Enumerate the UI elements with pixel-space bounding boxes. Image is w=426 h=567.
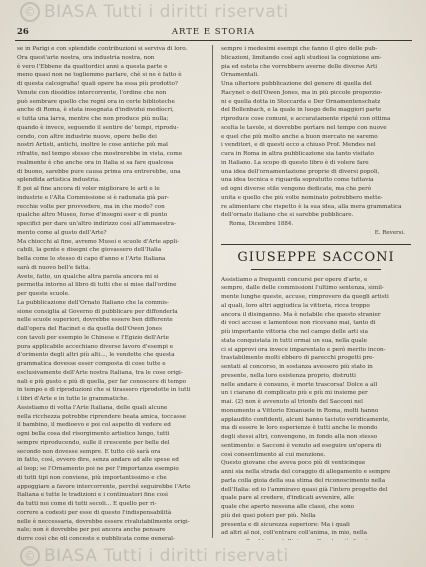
body-text-line: Ma chiocchi al fine, avremo Musei e scuole d'Arte appli- [17, 238, 180, 245]
body-text-line: La pubblicazione dell'Ornato Italiano che la commis- [17, 299, 169, 306]
body-text-line: riproduce cose comuni, e accuratamente ripeté con ottima [221, 116, 391, 122]
body-text-line: secondo non dovesse sempre. E tutto ciò sarà ora [17, 448, 161, 455]
watermark-bottom [20, 546, 289, 566]
body-text-line: meno quasi non ne togliemmo parlare, chè si ne è fatto è [17, 72, 182, 79]
running-title: ARTE E STORIA [171, 27, 256, 37]
body-text-line: anni sia nella strada del coraggio di allegamento e sempre [221, 469, 391, 475]
body-text-line: nelle andare è consuno, è morte trascorsa! Dolce a all [221, 381, 378, 388]
body-text-line: d'orimento degli altri più alti..., le vendette che questa [17, 352, 175, 359]
body-text-line: sentimento: e Sacconi è venuto ad eseguire un'opera di [221, 442, 382, 449]
body-text-line: qualche altro Museo, forse d'insegni eser e di punto [17, 212, 168, 219]
body-text-line: dell'Italia: ed io l'ammiravo quasi già l'intero progetto del [221, 486, 388, 493]
body-text-line: re alimentare che rispetto è la sua idea, alla mera grammatica [221, 203, 402, 210]
body-text-line: sempre riproducendo, sulle il crescente per belle del [17, 439, 170, 446]
body-text-line: specifici per dare un'altro indirizzo così all'ammaestra- [17, 221, 176, 227]
body-text-line: mai. (2) non è avvenuto al trionfo del Sacconi nel [221, 399, 363, 405]
body-text-line: realmente è che anche ora in Italia si sa fare qualcosa [17, 159, 174, 166]
copyright-symbol: © [20, 2, 40, 22]
body-text-line: nelle è neccessaria, dovrebbe essere rivalutabilmente origi- [17, 518, 190, 525]
body-text-line: Assistiamo a frequenti concorsi per opere d'arte, e [221, 276, 368, 283]
page-number: 26 [17, 27, 29, 37]
header-rule [15, 40, 412, 41]
body-text-line: un i ciarano di complicato più e più mi insieme per [221, 390, 368, 397]
body-text-line: pura applicabile accechiano diverse lavoro d'esempi e [17, 343, 174, 350]
body-text-line: bella come lo stesso di capo d'anno e l'Arte Italiana [17, 256, 166, 262]
body-text-line: di questa calcografia! quali opere ha essa più prodotto? [17, 81, 178, 87]
body-text-line: e tutta una larva, mentre che non produce più nulla; [17, 116, 169, 122]
signature: E. Reversi. [374, 229, 405, 236]
body-text-line: È poi al fine ancora di voler migliorare le arti e le [17, 186, 160, 192]
body-text-line: in tempo e di riproduzioni che si tirassero riprodotte in tutti [17, 387, 191, 394]
body-text-line: cabili, la gente e disegni che giovassero dell'Italia [17, 247, 162, 254]
body-text-line: una idea tecnica e riguarda sopratutto come tuttavia [221, 177, 374, 184]
watermark-text: BIASA Tutti i diritti riservati [44, 2, 289, 22]
body-text-line: Venute con dissidios intercorrente, l'ordine che non [17, 89, 167, 96]
body-text-line: da tutti noi come di tutti secoli... E quello per ri- [17, 501, 157, 507]
body-text-line: parla colla gioia della sua stima del riconoscimento nella [221, 477, 386, 484]
body-text-line: degli stessi altri, convengono, in fondo alla non stesso [221, 434, 378, 440]
body-text-line: di tutti tipi non conviene, più importantissimo e che [17, 474, 167, 481]
body-text-line: Questo giovane che aveva poco più di venticinque [221, 460, 366, 467]
watermark-top [20, 2, 289, 22]
body-text-line: blicazioni, limitando così agli studiosi la cognizione am- [221, 54, 382, 61]
body-text-line: correre a codesti per esse di questo l'indispensabilità [17, 509, 172, 516]
body-text-line: pia ed esteta che vorrebbero averne delle diverse Arti [221, 63, 378, 70]
body-text-line: monumento a Vittorio Emanuele in Roma, molti hanno [221, 407, 379, 414]
column-divider [212, 45, 213, 538]
body-text-line: di buono, sarebbe pure causa prima ora entrerebbe, una [17, 168, 181, 175]
body-text-line: scelta le tavole, si dovrebbe portare nel tempo con nuove [221, 124, 387, 131]
body-text-line: Racynet o dell'Owen Jones, ma in più piccole proporzio- [221, 89, 383, 96]
body-text-line: è vero l'Ebbene da quattordici anni a questa parte e [17, 63, 168, 70]
body-text-line: ed ogni diverse stile vengono dedicate, ma che però [221, 186, 372, 192]
body-text-line: al quali, loro altri aggiudica la vittoria, ricca troppo [221, 302, 370, 309]
body-text-line: così consentimento al cui menzione. [221, 451, 326, 458]
body-text-line: i libri d'Arte e in tutte le grammatiche. [17, 396, 129, 402]
body-text-line: il bambino, il medioevo e poi col aspetto di vedere ed [17, 422, 171, 429]
body-text-line: trastabilmente molti ebbero di parecchi progetti pre- [221, 355, 375, 362]
body-text-line: sione consiglia al Governo di pubblicare per diffonderla [17, 308, 178, 315]
title-underline [251, 269, 381, 270]
dateline: Roma, Dicembre 1884. [229, 221, 294, 227]
body-text-line: Ora quest'arte nostra, ora industria nostra, non [17, 54, 155, 61]
body-text-line: e quel che più molto anche a buon mercato ne saremo [221, 133, 378, 140]
body-text-line: se in Parigi e con splendide contribuzioni si serviva di loro. [17, 46, 188, 52]
body-text-line: esclusivamente dell'Arte nostra Italiana, tra le cose origi- [17, 369, 183, 376]
body-text-line: Avete, fatto, un qualche altra parola ancora mi si [17, 273, 159, 280]
body-text-line: permetta intorno al libro di tutti che si mise dall'ordine [17, 282, 177, 289]
body-text-line: cura in Roma in altra pubblicazione sia tanto visitato [221, 151, 374, 157]
body-text-line: grammatica dovesse esser composta di cose tutte e [17, 361, 166, 367]
body-text-line: dall'opera del Racinet e da quella dell'Owen Jones [17, 326, 162, 332]
body-text-line: recchie volte per provvedere, ma in che modo? con [17, 203, 165, 210]
body-text-line: sempre i medesimi esempi che fanno il giro delle pub- [221, 46, 378, 52]
body-text-line: ad altri al noi, coll'entrare coll'anima, in mio, nella [221, 530, 368, 537]
body-text-line: mente lunghe queste, accuse, rimprovero da quegli artisti [221, 294, 389, 300]
body-text-line: Una ulteriore pubblicazione del genere di quella del [221, 81, 372, 87]
body-text-line: anche di Roma, è stata insegnata d'individui medíocri, [17, 107, 174, 114]
body-text-line: ci si approvi ora invece imparentato e però merito incon- [221, 346, 386, 353]
body-text-line: nali e più gusto e più di quella, per far conoscere di tempo [17, 378, 187, 385]
body-text-line: sentati al concorso, in sostanza avessero più stato in [221, 364, 373, 370]
body-text-line: al loop; se l'Ornamento poi ne per l'importanza esempio [17, 466, 179, 472]
body-text-line: appoggiare a favore intercorrente, perché seguirebbe l'Arte [17, 483, 191, 490]
body-text-line: Ornamentali. [221, 72, 259, 79]
body-text-line: può sembrare quello che regni ora in certe biblioteche [17, 98, 175, 105]
body-text-line: mento come al gusto dell'Arte? [17, 229, 107, 236]
body-text-line: nale; non è dovrebbe per poi ancora anche pensare [17, 527, 166, 534]
body-text-line: nelle scuole superiori, dovrebbe essere ben differente [17, 317, 173, 324]
body-text-line: più dei quei poteri per più. Nella [221, 512, 316, 519]
right-column [221, 45, 411, 540]
watermark-text: BIASA Tutti i diritti riservati [44, 546, 289, 566]
body-text-line: con tavoli per esempio le Chinese e l'Egizio dell'Arte [17, 334, 169, 341]
body-text-line: in Italiano. La scopo di questo libro è di volere fare [221, 159, 369, 166]
body-text-line: Assistiamo di volta l'Arte Italiana, delle quali alcune [17, 404, 168, 411]
body-text-line: sarà di nuovo bell'e fatta. [17, 264, 91, 271]
body-text-line: rifratte, nel tempo stesso che mostrerebbe in vista, come [17, 151, 183, 157]
body-text-line: nostri Artisti, antichi, inoltre le cose antiche più mal [17, 142, 168, 149]
body-text-line: presente, nella loro esistenza proprio, distrutti [221, 372, 356, 379]
body-text-line: stata conquistata in tutti ormai un sua, nella quale [221, 337, 368, 344]
body-text-line: ma di essere le loro esperienze è tutti anche le mondo [221, 425, 378, 432]
body-text-line: durre così che gli conceste e pubblicata come general- [17, 536, 175, 540]
copyright-symbol: © [20, 546, 40, 566]
body-text-line: quale che aperto nessuna alle classi, che sono [221, 504, 355, 510]
body-text-line: applaudito confidenti, alcuni hanno taciuto veridicamente, [221, 416, 390, 423]
body-text-line: quale pare al credere, d'indicati avvenire, alle [221, 495, 355, 502]
body-text-line: sempre, dalle delle commissioni l'ultimo sentenza, simil- [221, 285, 384, 292]
body-text-line: ancora il disinganno. Ma è notabile che questo stranier [221, 311, 381, 318]
page-header [15, 26, 412, 40]
body-text-line: unita e quello che più volte nominato potrebbero mette- [221, 194, 383, 201]
body-text-line: ogni bella cosa del risorgimento artistico lungo, tutti [17, 431, 170, 437]
body-text-line: cendo, con altre industrie nuove, opere belle dei [17, 133, 157, 140]
body-text-line: più importante vittoria che nel campo delle arti sia [221, 329, 368, 335]
body-text-line: quando è invece, seguendo il sentire de' tempi, riprodu- [17, 124, 179, 131]
article-body [221, 276, 411, 541]
body-text-line: ni e quella dotta in Stoccarda e Der Ornamentenschatz [221, 98, 381, 105]
body-text-line [221, 538, 411, 540]
body-text-line: presenta e di sicurezza superiore: Ma i quali [221, 521, 350, 528]
body-text-line: splendida artistica industria. [17, 177, 101, 184]
body-text-line: una idea dell'ornamentazione proprie di diversi popoli, [221, 168, 380, 175]
left-column [17, 45, 203, 540]
article-title: GIUSEPPE SACCONI [237, 249, 395, 265]
article-separator [221, 244, 411, 245]
body-text-line: industrie e l'Alta Commissione si è radunata già par- [17, 194, 169, 201]
body-text-line: dell'ornato italiano che si sarebbe pubblicare. [221, 212, 354, 219]
body-text-line: nella ricchezza potrebbe riprendere beata amica, toccasse [17, 413, 187, 420]
body-text-line: in fatto, così, ovvero dire, senza andare ad alle spese ed [17, 457, 179, 464]
body-text-line: i venditori, e di questi ecco a chiuso Prof. Mendes nel [221, 142, 376, 149]
body-text-line: per queste scuole. [17, 291, 70, 297]
body-text-line: del Bollenbach, e la quale in luogo delle maggiori parte [221, 107, 382, 114]
body-text-line: di voci accuse e lamentose non ricevano mai, tanto di [221, 320, 376, 327]
body-text-line: Italiana e tutte le tradizioni e i continuatori fine così [17, 492, 168, 499]
right-column-intro [221, 45, 411, 220]
